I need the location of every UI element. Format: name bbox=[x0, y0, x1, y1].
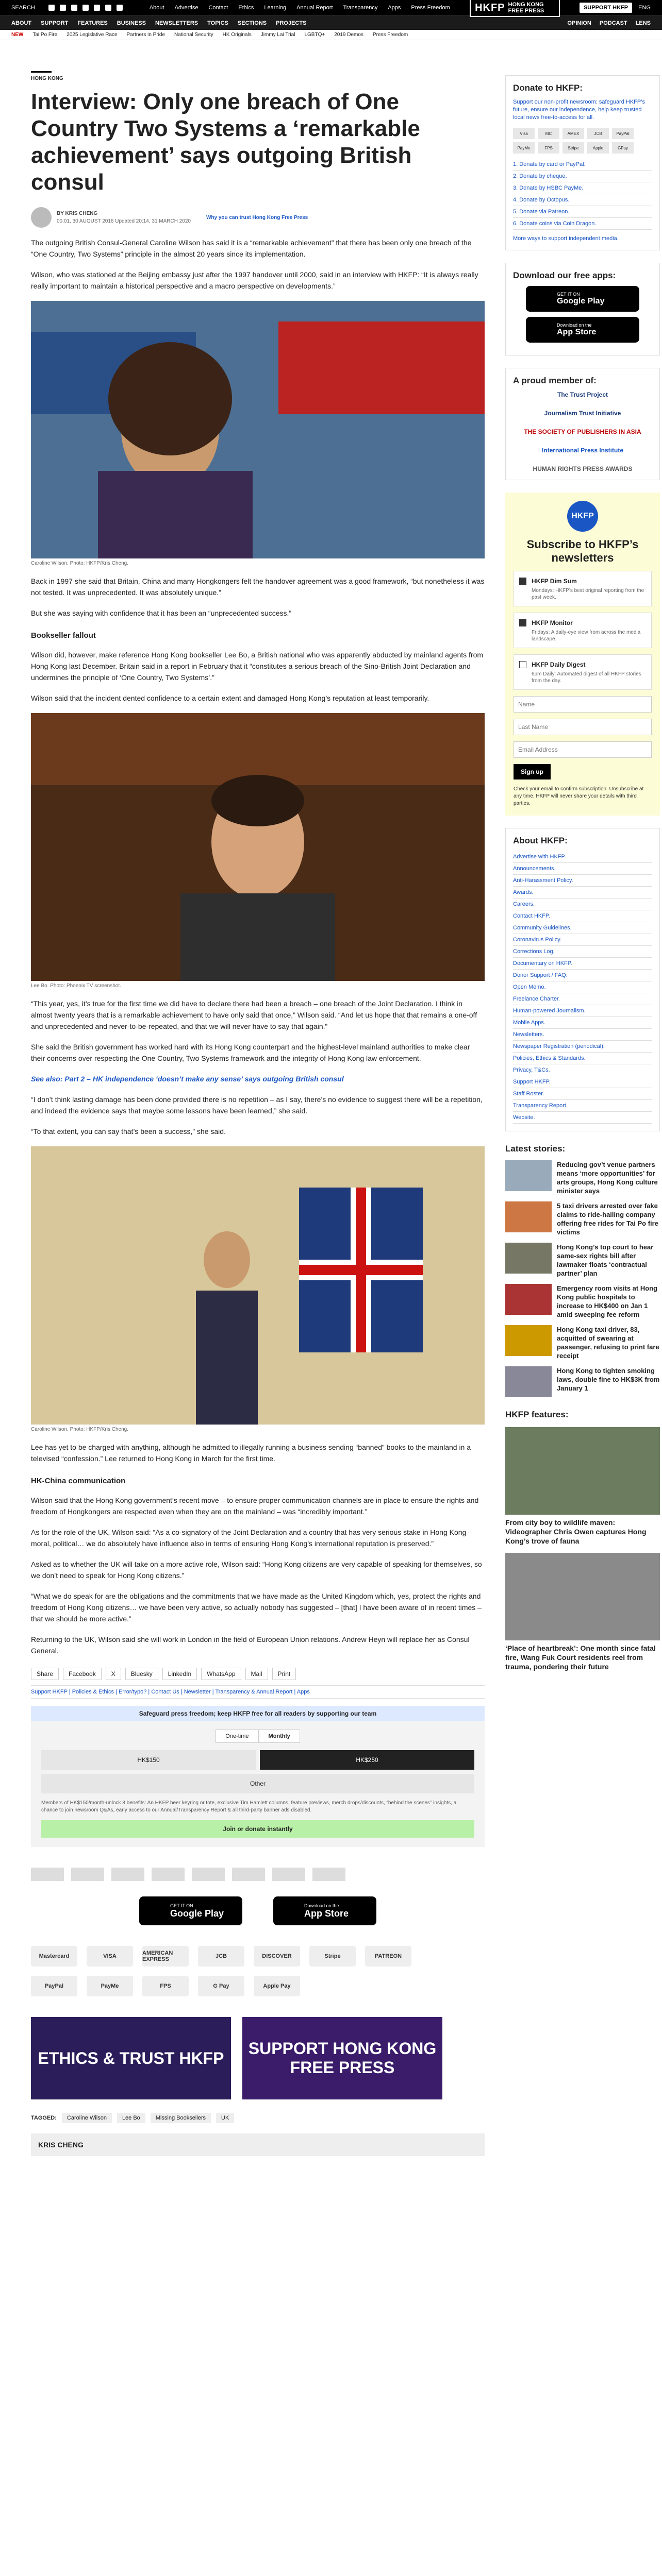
top-link[interactable]: Ethics bbox=[238, 5, 254, 11]
story-item[interactable]: Hong Kong to tighten smoking laws, double fine to HK$3K from January 1 bbox=[505, 1366, 660, 1397]
nav-item[interactable]: ABOUT bbox=[11, 20, 32, 26]
sidebar bbox=[505, 40, 660, 2156]
member-logo[interactable]: Journalism Trust Initiative bbox=[544, 410, 621, 417]
card-logo: JCB bbox=[587, 128, 609, 139]
feature-item[interactable]: From city boy to wildlife maven: Videographer Chris Owen captures Hong Kong’s trove of fauna bbox=[505, 1427, 660, 1546]
name-field[interactable] bbox=[514, 696, 652, 713]
about-link[interactable]: Transparency Report. bbox=[513, 1100, 652, 1112]
payment-logo: Stripe bbox=[309, 1946, 356, 1967]
donate-text: Support our non-profit newsroom: safeguard HKFP’s future, ensure our independence, help keep trusted local news free-to-access for all. bbox=[513, 99, 645, 121]
photo-caroline-wilson-office bbox=[31, 1146, 485, 1425]
article-photo bbox=[31, 301, 485, 558]
article-dates: 00:01, 30 AUGUST 2016 Updated 20:14, 31 MARCH 2020 bbox=[57, 218, 191, 224]
member-logo[interactable]: The Trust Project bbox=[557, 391, 608, 398]
story-item[interactable]: 5 taxi drivers arrested over fake claims to ride-hailing company offering free rides for Tai Po fire victims bbox=[505, 1201, 660, 1236]
paragraph: “What we do speak for are the obligations and the commitments that we have made as the United Kingdom which, yes, protect the rights and freedom of Hong Kong citizens… we have been very active, so actually nobody has suggested – [that] I have been aware of in recent times – that we should be more active.” bbox=[31, 1592, 482, 1623]
top-link[interactable]: Learning bbox=[264, 5, 287, 11]
feature-item[interactable]: ‘Place of heartbreak’: One month since fatal fire, Wang Fuk Court residents reel from trauma, pondering their future bbox=[505, 1553, 660, 1671]
about-link[interactable]: Mobile Apps. bbox=[513, 1017, 652, 1029]
topic-link[interactable]: Press Freedom bbox=[372, 32, 408, 38]
topic-link[interactable]: Jimmy Lai Trial bbox=[260, 32, 295, 38]
app-store-buttons bbox=[31, 1896, 485, 1925]
card-logo: Apple bbox=[587, 142, 609, 154]
donate-methods bbox=[513, 159, 652, 230]
share-mail[interactable]: Mail bbox=[245, 1668, 268, 1680]
about-link[interactable]: Newsletters. bbox=[513, 1029, 652, 1041]
category-label[interactable]: HONG KONG bbox=[31, 71, 52, 81]
card-logo: GPay bbox=[612, 142, 634, 154]
features-title: HKFP features: bbox=[505, 1410, 569, 1419]
card-logo: MC bbox=[538, 128, 559, 139]
topic-link[interactable]: LGBTQ+ bbox=[304, 32, 325, 38]
hkfp-logo: HKFP bbox=[567, 501, 598, 532]
photo-caption: Caroline Wilson. Photo: HKFP/Kris Cheng. bbox=[31, 1427, 128, 1432]
paragraph: Wilson said that the incident dented confidence to a certain extent and damaged Hong Kong’s reputation at least temporarily. bbox=[31, 694, 429, 702]
payment-logo: AMERICAN EXPRESS bbox=[142, 1946, 189, 1967]
topic-link[interactable]: National Security bbox=[174, 32, 213, 38]
about-link[interactable]: Newspaper Registration (periodical). bbox=[513, 1041, 652, 1053]
payment-logo: G Pay bbox=[198, 1976, 244, 1996]
share-x[interactable]: X bbox=[106, 1668, 121, 1680]
about-link[interactable]: Careers. bbox=[513, 899, 652, 910]
nav-item[interactable]: LENS bbox=[635, 20, 651, 26]
checkbox[interactable] bbox=[519, 578, 526, 585]
story-item[interactable]: Hong Kong’s top court to hear same-sex rights bill after lawmaker floats ‘contractual partner’ plan bbox=[505, 1243, 660, 1278]
paragraph: Wilson, who was stationed at the Beijing embassy just after the 1997 handover until 2000, said in an interview with HKFP: “It is always really really important to maintain a historical perspective and a macro perspective on developments.” bbox=[31, 270, 478, 290]
x-icon[interactable] bbox=[60, 5, 66, 11]
apps-title: Download our free apps: bbox=[513, 270, 616, 280]
topic-link[interactable]: 2019 Demos bbox=[334, 32, 363, 38]
top-link[interactable]: Advertise bbox=[174, 5, 198, 11]
topic-link[interactable]: HK Originals bbox=[222, 32, 252, 38]
more-ways-link[interactable]: More ways to support independent media. bbox=[513, 235, 619, 242]
footer-links[interactable]: Support HKFP | Policies & Ethics | Error/typo? | Contact Us | Newsletter | Transparency & Annual Report | Apps bbox=[31, 1685, 485, 1699]
partner-logo[interactable] bbox=[232, 1868, 265, 1881]
top-link[interactable]: Contact bbox=[208, 5, 228, 11]
search-link[interactable]: SEARCH bbox=[11, 5, 35, 11]
paragraph: “To that extent, you can say that’s been a success,” she said. bbox=[31, 1127, 226, 1136]
trust-link[interactable]: Why you can trust Hong Kong Free Press bbox=[206, 214, 308, 221]
payment-logo: FPS bbox=[142, 1976, 189, 1996]
share-bar bbox=[31, 1668, 485, 1680]
partner-logo[interactable] bbox=[312, 1868, 345, 1881]
partner-logo[interactable] bbox=[111, 1868, 144, 1881]
tags-label: TAGGED: bbox=[31, 2115, 57, 2121]
google-play-button[interactable]: GET IT ON Google Play bbox=[526, 286, 639, 312]
top-links bbox=[150, 5, 450, 11]
about-link[interactable]: Open Memo. bbox=[513, 981, 652, 993]
newsletter-fineprint: Check your email to confirm subscription. Unsubscribe at any time. HKFP will never share your details with third parties. bbox=[514, 786, 644, 806]
latest-title: Latest stories: bbox=[505, 1144, 566, 1154]
story-thumb bbox=[505, 1284, 552, 1315]
payment-logo: PATREON bbox=[365, 1946, 411, 1967]
about-link[interactable]: Community Guidelines. bbox=[513, 922, 652, 934]
apps-widget bbox=[505, 263, 660, 355]
card-logo: PayMe bbox=[513, 142, 535, 154]
article-photo bbox=[31, 713, 485, 981]
story-item[interactable]: Hong Kong taxi driver, 83, acquitted of swearing at passenger, refusing to print fare receipt bbox=[505, 1325, 660, 1360]
topic-bar bbox=[0, 30, 662, 40]
member-logo[interactable]: THE SOCIETY OF PUBLISHERS IN ASIA bbox=[524, 428, 641, 435]
newsletter-option[interactable]: HKFP Dim Sum Mondays: HKFP’s best original reporting from the past week. bbox=[514, 571, 652, 606]
card-logo: Visa bbox=[513, 128, 535, 139]
app-store-button[interactable]: Download on the App Store bbox=[273, 1896, 376, 1925]
partner-logo[interactable] bbox=[152, 1868, 185, 1881]
payment-logo: Apple Pay bbox=[254, 1976, 300, 1996]
feature-image bbox=[505, 1427, 660, 1515]
about-link[interactable]: Website. bbox=[513, 1112, 652, 1124]
threads-icon[interactable] bbox=[105, 5, 111, 11]
author-name[interactable]: BY KRIS CHENG bbox=[57, 211, 98, 216]
card-logo: Stripe bbox=[562, 142, 584, 154]
donate-method[interactable]: 4. Donate by Octopus. bbox=[513, 194, 652, 206]
paragraph: “I don’t think lasting damage has been done provided there is no repetition – as I say, there’s no evidence to suggest there will be a repetition, and indeed the evidence says that maybe some lessons have been learned,” she said. bbox=[31, 1095, 483, 1115]
app-store-button[interactable]: Download on the App Store bbox=[526, 317, 639, 343]
ethics-banner[interactable]: ETHICS & TRUST HKFP bbox=[31, 2017, 231, 2099]
payment-logos bbox=[31, 1946, 412, 1996]
avatar bbox=[31, 207, 52, 228]
payment-logo: PayMe bbox=[87, 1976, 133, 1996]
photo-caption: Caroline Wilson. Photo: HKFP/Kris Cheng. bbox=[31, 561, 128, 566]
paragraph: Asked as to whether the UK will take on a more active role, Wilson said: “Hong Kong citizens are very capable of speaking for themselves, so we don’t need to speak for Hong Kong citizens.” bbox=[31, 1560, 482, 1580]
donate-widget bbox=[505, 75, 660, 250]
share-print[interactable]: Print bbox=[272, 1668, 296, 1680]
latest-widget bbox=[505, 1144, 660, 1397]
frequency-toggle bbox=[41, 1730, 474, 1743]
share-facebook[interactable]: Facebook bbox=[63, 1668, 102, 1680]
story-thumb bbox=[505, 1243, 552, 1274]
story-thumb bbox=[505, 1325, 552, 1356]
feature-image bbox=[505, 1553, 660, 1640]
paragraph: As for the role of the UK, Wilson said: “As a co-signatory of the Joint Declaration and a country that has very serious stake in Hong Kong – moral, political… we do absolutely have influence also in terms of ensuring Hong Kong’s international reputation is preserved.” bbox=[31, 1528, 472, 1548]
payment-logo: DISCOVER bbox=[254, 1946, 300, 1967]
member-logo[interactable]: International Press Institute bbox=[541, 447, 624, 454]
signup-button[interactable]: Sign up bbox=[514, 764, 551, 779]
instagram-icon[interactable] bbox=[71, 5, 77, 11]
nav-item[interactable]: BUSINESS bbox=[117, 20, 146, 26]
google-play-button[interactable]: GET IT ON Google Play bbox=[139, 1896, 242, 1925]
card-logos bbox=[513, 128, 652, 154]
nav-item[interactable]: OPINION bbox=[567, 20, 591, 26]
last-name-field[interactable] bbox=[514, 719, 652, 735]
donate-method[interactable]: 1. Donate by card or PayPal. bbox=[513, 159, 652, 171]
amount-option[interactable]: HK$250 bbox=[260, 1750, 474, 1770]
telegram-icon[interactable] bbox=[117, 5, 123, 11]
topic-link[interactable]: Partners in Pride bbox=[126, 32, 166, 38]
top-link[interactable]: Press Freedom bbox=[411, 5, 450, 11]
nav-item[interactable]: SUPPORT bbox=[41, 20, 69, 26]
social-icons bbox=[48, 5, 123, 11]
photo-lee-bo bbox=[31, 713, 485, 981]
donate-title: Donate to HKFP: bbox=[513, 83, 583, 93]
about-widget bbox=[505, 828, 660, 1131]
donate-head: Safeguard press freedom; keep HKFP free for all readers by supporting our team bbox=[31, 1706, 485, 1721]
article bbox=[31, 40, 485, 2156]
tag[interactable]: UK bbox=[216, 2113, 234, 2123]
donate-method[interactable]: 2. Donate by cheque. bbox=[513, 171, 652, 182]
story-thumb bbox=[505, 1366, 552, 1397]
byline bbox=[31, 207, 485, 228]
paragraph: Lee has yet to be charged with anything, although he admitted to illegally running a business sending “banned” books to the mainland in a televised “confession.” Lee returned to Hong Kong in March for the first time. bbox=[31, 1443, 471, 1463]
tag[interactable]: Lee Bo bbox=[117, 2113, 145, 2123]
amount-other[interactable]: Other bbox=[41, 1774, 474, 1793]
about-link[interactable]: Documentary on HKFP. bbox=[513, 958, 652, 970]
partner-logo[interactable] bbox=[71, 1868, 104, 1881]
top-link[interactable]: Apps bbox=[388, 5, 401, 11]
topic-link[interactable]: Tai Po Fire bbox=[32, 32, 58, 38]
card-logo: FPS bbox=[538, 142, 559, 154]
support-banner[interactable]: SUPPORT HONG KONG FREE PRESS bbox=[242, 2017, 442, 2099]
newsletter-option[interactable]: HKFP Monitor Fridays: A daily-eye view from across the media landscape. bbox=[514, 613, 652, 648]
site-logo[interactable]: HKFP HONG KONG FREE PRESS bbox=[470, 0, 559, 17]
share-whatsapp[interactable]: WhatsApp bbox=[201, 1668, 241, 1680]
about-link[interactable]: Privacy, T&Cs. bbox=[513, 1064, 652, 1076]
nav-item[interactable]: FEATURES bbox=[77, 20, 108, 26]
about-link[interactable]: Awards. bbox=[513, 887, 652, 899]
about-link[interactable]: Human-powered Journalism. bbox=[513, 1005, 652, 1017]
author-box[interactable]: KRIS CHENG bbox=[31, 2133, 485, 2156]
about-link[interactable]: Contact HKFP. bbox=[513, 910, 652, 922]
newsletter-widget bbox=[505, 493, 660, 816]
new-label: NEW bbox=[11, 32, 24, 38]
nav-item[interactable]: TOPICS bbox=[207, 20, 228, 26]
story-item[interactable]: Reducing gov’t venue partners means ‘more opportunities’ for arts groups, Hong Kong culture minister says bbox=[505, 1160, 660, 1195]
payment-logo: JCB bbox=[198, 1946, 244, 1967]
newsletter-option[interactable]: HKFP Daily Digest 6pm Daily: Automated digest of all HKFP stories from the day. bbox=[514, 654, 652, 690]
payment-logo: VISA bbox=[87, 1946, 133, 1967]
top-link[interactable]: About bbox=[149, 5, 164, 11]
donate-box bbox=[31, 1706, 485, 1847]
paragraph: Back in 1997 she said that Britain, China and many Hongkongers felt the handover agreement was a good framework, “but nonetheless it was not tested. It was unprecedented. It was absolutely unique.” bbox=[31, 577, 485, 597]
tag[interactable]: Missing Booksellers bbox=[151, 2113, 211, 2123]
partner-logo[interactable] bbox=[272, 1868, 305, 1881]
story-thumb bbox=[505, 1160, 552, 1191]
share-label: Share bbox=[31, 1668, 59, 1680]
see-also-link[interactable]: See also: Part 2 – HK independence ‘doesn’t make any sense’ says outgoing British consul bbox=[31, 1075, 344, 1083]
article-title: Interview: Only one breach of One Country Two Systems a ‘remarkable achievement’ says outgoing British consul bbox=[31, 89, 420, 195]
paragraph: The outgoing British Consul-General Caroline Wilson has said it is a “remarkable achievement” that there has been only one breach of the “One Country, Two Systems” principle in the almost 20 years since its implementation. bbox=[31, 239, 472, 258]
language-switch[interactable]: ENG bbox=[638, 5, 651, 11]
about-link[interactable]: Freelance Charter. bbox=[513, 993, 652, 1005]
story-item[interactable]: Emergency room visits at Hong Kong public hospitals to increase to HK$400 on Jan 1 amid sweeping fee reform bbox=[505, 1284, 660, 1319]
checkbox[interactable] bbox=[519, 619, 526, 626]
member-logo[interactable]: HUMAN RIGHTS PRESS AWARDS bbox=[533, 465, 633, 472]
checkbox[interactable] bbox=[519, 661, 526, 668]
share-linkedin[interactable]: LinkedIn bbox=[162, 1668, 197, 1680]
article-photo bbox=[31, 1146, 485, 1425]
card-logo: AMEX bbox=[562, 128, 584, 139]
newsletter-title: Subscribe to HKFP’s newsletters bbox=[526, 538, 639, 564]
nav-item[interactable]: PODCAST bbox=[599, 20, 627, 26]
about-link[interactable]: Support HKFP. bbox=[513, 1076, 652, 1088]
donate-method[interactable]: 3. Donate by HSBC PayMe. bbox=[513, 182, 652, 194]
linkedin-icon[interactable] bbox=[94, 5, 100, 11]
topic-link[interactable]: 2025 Legislative Race bbox=[67, 32, 118, 38]
section-heading: Bookseller fallout bbox=[31, 631, 96, 640]
about-link[interactable]: Donor Support / FAQ. bbox=[513, 970, 652, 981]
paragraph: But she was saying with confidence that it has been an “unprecedented success.” bbox=[31, 609, 292, 617]
card-logo: PayPal bbox=[612, 128, 634, 139]
donate-method[interactable]: 6. Donate coins via Coin Dragon. bbox=[513, 218, 652, 230]
support-button[interactable]: SUPPORT HKFP bbox=[580, 3, 632, 13]
share-bluesky[interactable]: Bluesky bbox=[125, 1668, 158, 1680]
nav-item[interactable]: NEWSLETTERS bbox=[155, 20, 198, 26]
partner-logos bbox=[31, 1868, 485, 1881]
membership-note: Members of HK$150/month-unlock 8 benefits: An HKFP beer keyring or tote, exclusive Tim Hamlett columns, feature previews, merch drops/discounts, “behind the scenes” insights, a chance to join newsroom Q&As, early access to our Annual/Transparency Report & all third-party banner ads disabled. bbox=[41, 1800, 457, 1813]
about-link[interactable]: Corrections Log. bbox=[513, 946, 652, 958]
paragraph: Wilson said that the Hong Kong government’s recent move – to ensure proper communication channels are in place to ensure the rights and freedom of Hongkongers are respected even when they are on the mainland – was “incredibly important.” bbox=[31, 1496, 479, 1516]
nav-item[interactable]: SECTIONS bbox=[237, 20, 267, 26]
join-button[interactable]: Join or donate instantly bbox=[41, 1820, 474, 1838]
about-link[interactable]: Coronavirus Policy. bbox=[513, 934, 652, 946]
youtube-icon[interactable] bbox=[82, 5, 89, 11]
about-link[interactable]: Policies, Ethics & Standards. bbox=[513, 1053, 652, 1064]
paragraph: She said the British government has worked hard with its Hong Kong counterpart and the highest-level mainland authorities to make clear their concerns over respecting the One Country, Two Systems framework and the integrity of Hong Kong law enforcement. bbox=[31, 1043, 470, 1062]
paragraph: Wilson did, however, make reference Hong Kong bookseller Lee Bo, a British national who was apparently abducted by mainland agents from Hong Kong last December. Britain said in a report in February that it “constitutes a serious breach of the Sino-British Joint Declaration and undermines the principle of ‘One Country, Two Systems’.” bbox=[31, 651, 484, 682]
section-heading: HK-China communication bbox=[31, 1477, 126, 1485]
payment-logo: PayPal bbox=[31, 1976, 77, 1996]
paragraph: Returning to the UK, Wilson said she will work in London in the field of European Union relations. Andrew Heyn will replace her as Consul General. bbox=[31, 1635, 470, 1655]
monthly-tab[interactable]: Monthly bbox=[259, 1730, 300, 1743]
promo-banners bbox=[31, 2017, 485, 2099]
donate-method[interactable]: 5. Donate via Patreon. bbox=[513, 206, 652, 218]
amount-options bbox=[41, 1750, 474, 1793]
member-title: A proud member of: bbox=[513, 376, 597, 385]
nav-item[interactable]: PROJECTS bbox=[276, 20, 307, 26]
about-title: About HKFP: bbox=[513, 836, 568, 845]
one-time-tab[interactable]: One-time bbox=[216, 1730, 258, 1743]
top-link[interactable]: Transparency bbox=[343, 5, 378, 11]
story-thumb bbox=[505, 1201, 552, 1232]
about-link[interactable]: Staff Roster. bbox=[513, 1088, 652, 1100]
member-widget bbox=[505, 368, 660, 480]
tags bbox=[31, 2113, 485, 2123]
about-link[interactable]: Advertise with HKFP. bbox=[513, 851, 652, 863]
email-field[interactable] bbox=[514, 741, 652, 758]
facebook-icon[interactable] bbox=[48, 5, 55, 11]
partner-logo[interactable] bbox=[31, 1868, 64, 1881]
photo-caption: Lee Bo. Photo: Phoenix TV screenshot. bbox=[31, 983, 121, 989]
about-link[interactable]: Anti-Harassment Policy. bbox=[513, 875, 652, 887]
top-link[interactable]: Annual Report bbox=[296, 5, 333, 11]
paragraph: “This year, yes, it’s true for the first time we did have to declare there had been a breach – one breach of the Joint Declaration. I think in almost twenty years that is a remarkable achievement to have only said that once,” Wilson said. “And let us hope that that remains a one-off and unprecedented and never-to-be-repeated, and that we will never have to say that again.” bbox=[31, 999, 477, 1030]
features-widget bbox=[505, 1410, 660, 1671]
main-nav bbox=[0, 15, 662, 30]
about-link[interactable]: Announcements. bbox=[513, 863, 652, 875]
payment-logo: Mastercard bbox=[31, 1946, 77, 1967]
top-bar bbox=[0, 0, 662, 15]
amount-option[interactable]: HK$150 bbox=[41, 1750, 256, 1770]
partner-logo[interactable] bbox=[192, 1868, 225, 1881]
photo-caroline-wilson bbox=[31, 301, 485, 558]
tag[interactable]: Caroline Wilson bbox=[62, 2113, 112, 2123]
